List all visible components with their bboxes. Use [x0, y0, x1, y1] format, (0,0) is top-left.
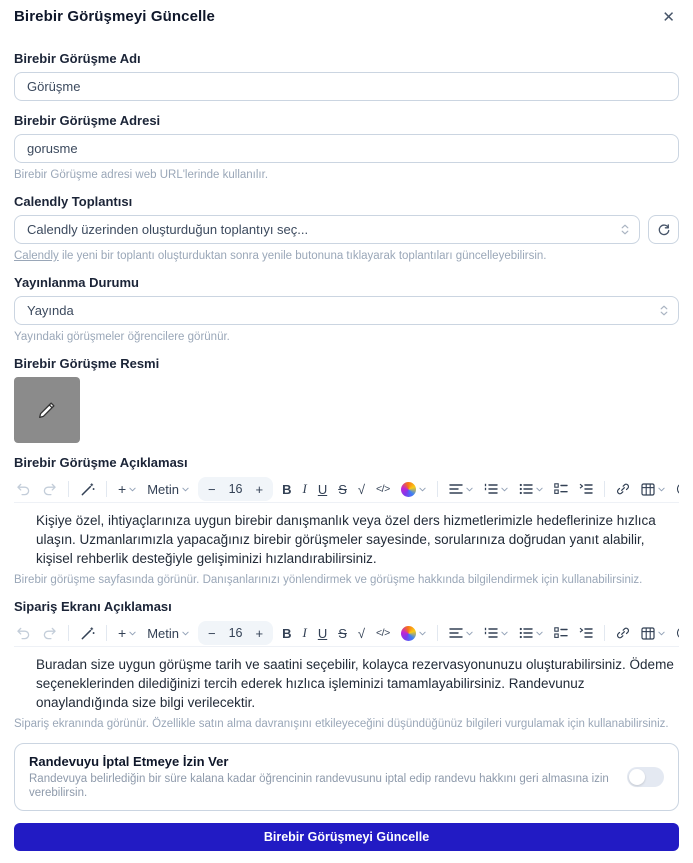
font-size-group — [198, 621, 273, 645]
description-editor — [14, 476, 679, 568]
cancellation-toggle[interactable] — [627, 767, 664, 787]
meeting-address-helper: Birebir Görüşme adresi web URL'lerinde kullanılır. — [14, 169, 269, 181]
cancellation-card — [14, 743, 679, 811]
meeting-image-upload[interactable] — [14, 377, 80, 443]
cancellation-title: Randevuyu İptal Etmeye İzin Ver — [29, 754, 229, 769]
text-style-button[interactable]: Metin — [145, 624, 191, 643]
font-size-value: 16 — [228, 482, 243, 496]
description-editor-content[interactable]: Kişiye özel, ihtiyaçlarınıza uygun birebir danışmanlık veya özel ders hizmetlerimizle hedeflerinize hızlıca ulaşın. Uzmanlarımızla yapacağınız birebir görüşmeler sayesinde, sorularınıza doğrudan yanıt alabilir, kişisel rehberlik desteğiyle gelişiminizi hızlandırabilirsiniz. — [36, 513, 656, 566]
publish-status-value: Yayında — [27, 303, 74, 318]
table-button[interactable] — [639, 625, 667, 642]
undo-button[interactable] — [14, 625, 33, 642]
publish-status-select[interactable] — [14, 296, 679, 325]
modal-title: Birebir Görüşmeyi Güncelle — [14, 8, 215, 25]
order-helper: Sipariş ekranında görünür. Özellikle satın alma davranışını etkileyeceğini düşündüğünüz bilgileri vurgulamak için kullanabilirsiniz. — [14, 718, 669, 730]
cancellation-description: Randevuya belirlediğin bir süre kalana kadar öğrencinin randevusunu iptal edip randevu hakkını geri almasına izin verebilirsin. — [29, 773, 609, 799]
align-button[interactable] — [447, 625, 475, 641]
bullet-list-button[interactable] — [517, 481, 545, 497]
italic-button[interactable]: I — [302, 481, 307, 496]
refresh-icon — [657, 223, 671, 237]
description-helper: Birebir görüşme sayfasında görünür. Danışanlarınızı yönlendirmek ve görüşme hakkında bilgilendirmek için kullanabilirsiniz. — [14, 574, 643, 586]
undo-button[interactable] — [14, 481, 33, 498]
publish-status-helper: Yayındaki görüşmeler öğrencilere görünür. — [14, 331, 230, 343]
meeting-image-label: Birebir Görüşme Resmi — [14, 356, 160, 371]
field-calendly — [14, 194, 679, 263]
toggle-list-button[interactable] — [577, 481, 595, 497]
link-button[interactable] — [614, 624, 632, 642]
emoji-button[interactable] — [674, 480, 679, 498]
bold-button[interactable]: B — [282, 481, 292, 497]
code-button[interactable]: </> — [376, 627, 390, 639]
increase-font-button[interactable]: + — [255, 625, 264, 641]
close-icon[interactable]: ✕ — [662, 9, 675, 26]
math-button[interactable]: √ — [357, 625, 366, 641]
font-size-value: 16 — [228, 626, 243, 640]
bullet-list-button[interactable] — [517, 625, 545, 641]
order-description-label: Sipariş Ekranı Açıklaması — [14, 599, 172, 614]
italic-button[interactable]: I — [302, 625, 307, 640]
ordered-list-button[interactable] — [482, 481, 510, 497]
publish-status-label: Yayınlanma Durumu — [14, 275, 139, 290]
ordered-list-button[interactable] — [482, 625, 510, 641]
editor-toolbar — [14, 476, 679, 503]
pencil-icon — [36, 399, 58, 421]
editor-toolbar — [14, 620, 679, 647]
color-circle-icon — [401, 626, 416, 641]
text-color-button[interactable] — [399, 480, 428, 499]
field-meeting-name — [14, 51, 679, 101]
ai-wand-icon[interactable] — [78, 624, 97, 643]
insert-block-button[interactable]: + — [116, 479, 138, 499]
meeting-address-label: Birebir Görüşme Adresi — [14, 113, 161, 128]
table-button[interactable] — [639, 481, 667, 498]
font-size-group — [198, 477, 273, 501]
refresh-button[interactable] — [648, 215, 679, 244]
order-editor — [14, 620, 679, 712]
toggle-knob — [629, 769, 645, 785]
select-updown-icon — [660, 305, 668, 316]
link-button[interactable] — [614, 480, 632, 498]
task-list-button[interactable] — [552, 625, 570, 641]
modal-header — [14, 8, 679, 27]
calendly-select-value: Calendly üzerinden oluşturduğun toplantıyı seç... — [27, 222, 309, 237]
field-meeting-image — [14, 356, 679, 443]
field-publish-status — [14, 275, 679, 344]
calendly-helper: Calendly ile yeni bir toplantı oluşturduktan sonra yenile butonuna tıklayarak toplantıları güncelleyebilirsin. — [14, 250, 547, 262]
meeting-name-label: Birebir Görüşme Adı — [14, 51, 141, 66]
decrease-font-button[interactable]: − — [207, 625, 216, 641]
select-updown-icon — [621, 224, 629, 235]
math-button[interactable]: √ — [357, 481, 366, 497]
calendly-label: Calendly Toplantısı — [14, 194, 133, 209]
underline-button[interactable]: U — [317, 625, 328, 641]
ai-wand-icon[interactable] — [78, 480, 97, 499]
task-list-button[interactable] — [552, 481, 570, 497]
order-editor-content[interactable]: Buradan size uygun görüşme tarih ve saatini seçebilir, kolayca rezervasyonunuzu oluşturabilirsiniz. Ödeme seçeneklerinden dilediğinizi tercih ederek hızlıca işleminizi tamamlayabilirsiniz. Randevunuz onaylandığında size bilgi verilecektir. — [36, 657, 674, 710]
insert-block-button[interactable]: + — [116, 623, 138, 643]
decrease-font-button[interactable]: − — [207, 481, 216, 497]
strikethrough-button[interactable]: S — [338, 625, 347, 641]
strikethrough-button[interactable]: S — [338, 481, 347, 497]
calendly-link[interactable]: Calendly — [14, 250, 59, 262]
calendly-select[interactable] — [14, 215, 640, 244]
field-meeting-address — [14, 113, 679, 182]
redo-button[interactable] — [40, 625, 59, 642]
increase-font-button[interactable]: + — [255, 481, 264, 497]
bold-button[interactable]: B — [282, 625, 292, 641]
emoji-button[interactable] — [674, 624, 679, 642]
text-color-button[interactable] — [399, 624, 428, 643]
toggle-list-button[interactable] — [577, 625, 595, 641]
submit-button[interactable]: Birebir Görüşmeyi Güncelle — [14, 823, 679, 851]
align-button[interactable] — [447, 481, 475, 497]
color-circle-icon — [401, 482, 416, 497]
redo-button[interactable] — [40, 481, 59, 498]
meeting-name-input[interactable] — [14, 72, 679, 101]
description-label: Birebir Görüşme Açıklaması — [14, 455, 188, 470]
meeting-address-input[interactable] — [14, 134, 679, 163]
field-description — [14, 455, 679, 587]
field-order-description — [14, 599, 679, 731]
underline-button[interactable]: U — [317, 481, 328, 497]
code-button[interactable]: </> — [376, 483, 390, 495]
text-style-button[interactable]: Metin — [145, 480, 191, 499]
